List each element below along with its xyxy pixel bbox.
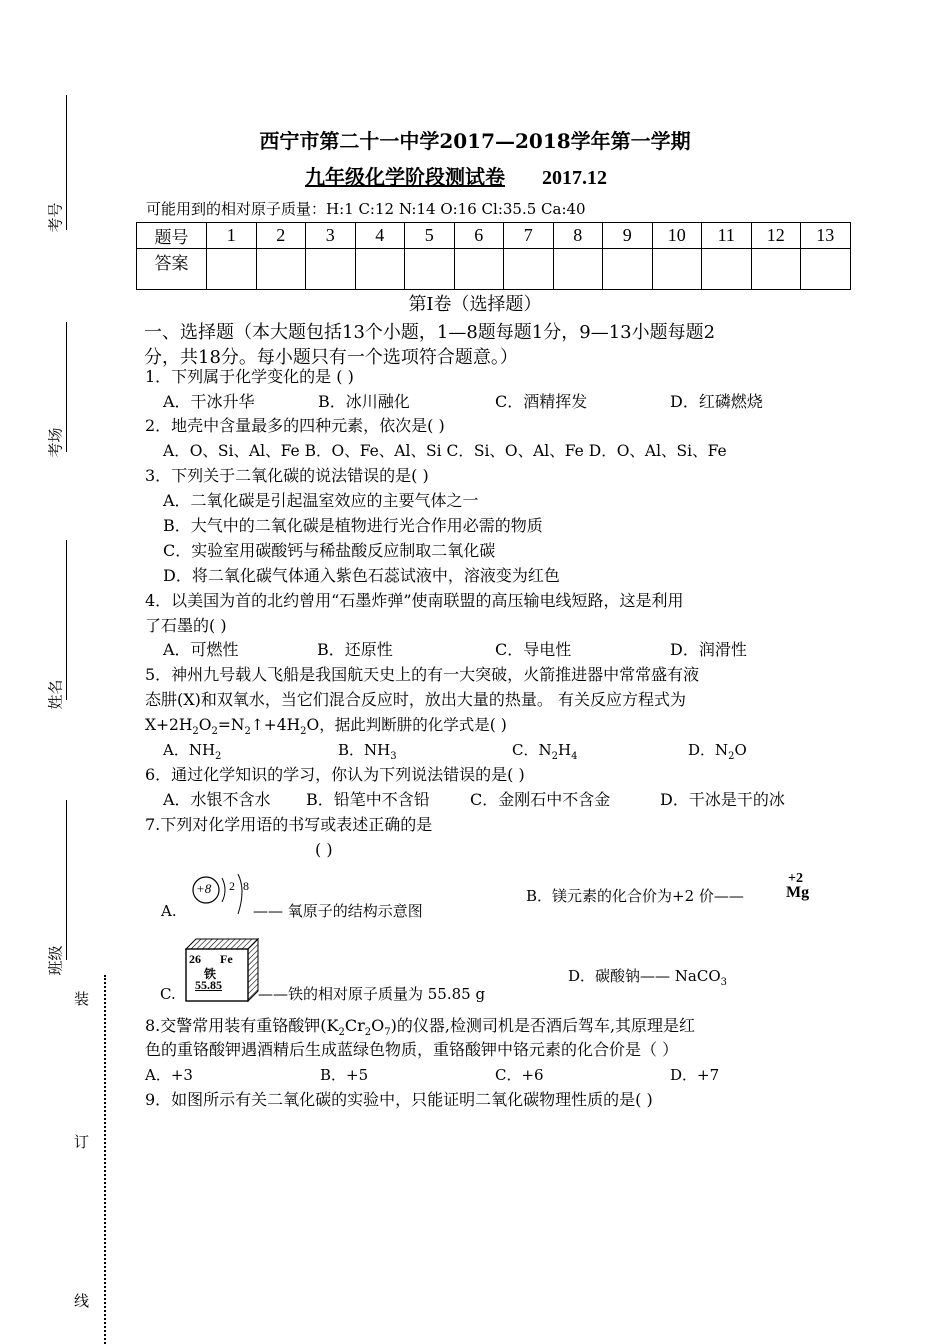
q5-eq-part: X+2H: [145, 716, 193, 734]
q5-c-text: H: [557, 741, 572, 759]
bind-char-xian: 线: [74, 1292, 90, 1310]
iron-atomic-number: 26: [189, 952, 201, 966]
question-number: 13: [801, 223, 851, 249]
q8-text: Cr: [344, 1016, 365, 1035]
answer-cell[interactable]: [405, 249, 455, 290]
room-label: 考场: [46, 427, 65, 458]
q3-option-b: B．大气中的二氧化碳是植物进行光合作用必需的物质: [163, 516, 543, 535]
q8-text: 8.交警常用装有重铬酸钾(K: [145, 1016, 339, 1035]
question-number: 12: [751, 223, 801, 249]
answer-cell[interactable]: [603, 249, 653, 290]
question-number: 7: [504, 223, 554, 249]
q5-a-sub: 2: [215, 751, 222, 762]
q6-option-b: B．铅笔中不含铅: [306, 790, 430, 809]
q5-option-d: [688, 740, 747, 767]
answer-table-answer-row: [137, 249, 851, 290]
q4-option-b: B．还原性: [317, 640, 393, 659]
q4-option-d: D．润滑性: [670, 640, 747, 659]
q5-stem-line2: 态肼(X)和双氧水，当它们混合反应时，放出大量的热量。 有关反应方程式为: [145, 690, 686, 709]
q8-sub: 7: [384, 1027, 391, 1039]
q5-d-text: O: [734, 741, 747, 759]
name-label: 姓名: [46, 679, 65, 710]
iron-symbol: Fe: [220, 952, 233, 966]
q8-sub: 2: [338, 1027, 345, 1039]
q6-option-c: C．金刚石中不含金: [470, 790, 611, 809]
q7-stem: 7.下列对化学用语的书写或表述正确的是: [145, 815, 433, 834]
q5-a-text: A．NH: [163, 741, 216, 759]
answer-cell[interactable]: [553, 249, 603, 290]
class-line: [66, 800, 67, 960]
q5-option-a: [163, 740, 221, 767]
q5-d-text: D．N: [688, 741, 729, 759]
q5-eq-sub: 2: [300, 726, 307, 738]
room-line: [66, 322, 67, 452]
q7-option-a-text: —— 氧原子的结构示意图: [253, 902, 423, 920]
exam-title-line1: 西宁市第二十一中学2017—2018学年第一学期: [259, 129, 691, 153]
answer-cell[interactable]: [306, 249, 356, 290]
volume-heading: 第Ⅰ卷（选择题）: [408, 294, 542, 315]
q3-option-c: C．实验室用碳酸钙与稀盐酸反应制取二氧化碳: [163, 541, 496, 560]
answer-cell[interactable]: [801, 249, 851, 290]
answer-cell[interactable]: [454, 249, 504, 290]
exam-no-label: 考号: [46, 202, 65, 233]
q8-text: )的仪器,检测司机是否酒后驾车,其原理是红: [390, 1016, 696, 1035]
q1-stem: 1．下列属于化学变化的是 ( ): [145, 367, 354, 386]
section-intro-line1: 一、选择题（本大题包括13个小题，1—8题每题1分，9—13小题每题2: [144, 322, 716, 343]
q9-stem: 9．如图所示有关二氧化碳的实验中，只能证明二氧化碳物理性质的是( ): [145, 1090, 653, 1109]
q5-option-b: [338, 740, 397, 767]
q5-c-text: C．N: [512, 741, 552, 759]
q7-option-b-text: B．镁元素的化合价为+2 价——: [526, 887, 744, 905]
oxygen-nucleus-charge: +8: [196, 881, 212, 896]
grade-label: 九年级: [305, 165, 365, 189]
q4-option-c: C．导电性: [495, 640, 572, 659]
question-number: 6: [454, 223, 504, 249]
class-label: 班级: [46, 945, 65, 976]
answer-cell[interactable]: [652, 249, 702, 290]
q3-option-a: A．二氧化碳是引起温室效应的主要气体之一: [163, 491, 479, 510]
question-number-label: 题号: [137, 223, 207, 249]
q5-eq-sub: 2: [244, 726, 251, 738]
q8-option-c: C．+6: [495, 1066, 544, 1084]
q5-c-sub: 2: [551, 751, 558, 762]
q2-stem: 2．地壳中含量最多的四种元素，依次是( ): [145, 416, 445, 435]
question-number: 8: [553, 223, 603, 249]
q8-option-b: B．+5: [320, 1066, 369, 1084]
iron-chinese-name: 铁: [204, 967, 217, 981]
question-number: 2: [256, 223, 306, 249]
oxygen-shell1-count: 2: [229, 879, 235, 893]
q8-option-d: D．+7: [670, 1066, 720, 1084]
paper-name: 化学阶段测试卷: [365, 165, 505, 189]
q5-b-text: B．NH: [338, 741, 391, 759]
bind-char-ding: 订: [74, 1133, 90, 1151]
mg-valence: +2: [788, 871, 803, 886]
q6-option-d: D．干冰是干的冰: [660, 790, 785, 809]
exam-no-line: [66, 95, 67, 230]
answer-cell[interactable]: [207, 249, 257, 290]
q1-option-c: C．酒精挥发: [495, 392, 588, 411]
q7-d-text: D．碳酸钠—— NaCO: [568, 967, 721, 985]
q1-option-d: D．红磷燃烧: [670, 392, 763, 411]
q5-equation: [145, 715, 507, 742]
q5-c-sub: 4: [571, 751, 578, 762]
atomic-masses: 可能用到的相对原子质量：H:1 C:12 N:14 O:16 Cl:35.5 Ca:40: [146, 200, 586, 218]
q3-option-d: D．将二氧化碳气体通入紫色石蕊试液中，溶液变为红色: [163, 566, 560, 585]
bind-char-zhuang: 装: [74, 990, 90, 1008]
q1-option-a: A．干冰升华: [163, 392, 255, 411]
section-intro-line2: 分，共18分。每小题只有一个选项符合题意。）: [144, 347, 518, 368]
q5-eq-part: O，据此判断肼的化学式是( ): [306, 716, 507, 734]
question-number: 3: [306, 223, 356, 249]
question-number: 1: [207, 223, 257, 249]
q4-stem-line1: 4．以美国为首的北约曾用“石墨炸弹”使南联盟的高压输电线短路，这是利用: [145, 591, 684, 610]
q7-d-sub: 3: [720, 977, 728, 988]
answer-cell[interactable]: [504, 249, 554, 290]
q4-stem-line2: 了石墨的( ): [145, 616, 227, 635]
q7-option-a-label: A.: [161, 902, 177, 920]
answer-cell[interactable]: [355, 249, 405, 290]
iron-atomic-mass: 55.85: [195, 978, 222, 992]
iron-periodic-cell-box: [180, 937, 262, 1003]
q8-stem-line2: 色的重铬酸钾遇酒精后生成蓝绿色物质，重铬酸钾中铬元素的化合价是（ ）: [145, 1040, 679, 1059]
answer-cell[interactable]: [702, 249, 752, 290]
question-number: 4: [355, 223, 405, 249]
question-number: 5: [405, 223, 455, 249]
q5-eq-sub: 2: [192, 726, 199, 738]
q8-sub: 2: [364, 1027, 372, 1039]
binding-dashed-line: [104, 975, 106, 1344]
answer-table-header-row: [137, 223, 851, 249]
oxygen-shell2-count: 8: [243, 879, 249, 893]
q4-option-a: A．可燃性: [163, 640, 239, 659]
question-number: 9: [603, 223, 653, 249]
q5-b-sub: 3: [390, 751, 397, 762]
q5-eq-part: =N: [217, 716, 245, 734]
q5-eq-part: O: [198, 716, 212, 734]
q2-options: A．O、Si、Al、Fe B．O、Fe、Al、Si C．Si、O、Al、Fe D．O、Al、Si、Fe: [163, 442, 727, 460]
q3-stem: 3．下列关于二氧化碳的说法错误的是( ): [145, 466, 429, 485]
answer-cell[interactable]: [751, 249, 801, 290]
q5-option-c: [512, 740, 577, 767]
answer-table: [136, 222, 851, 290]
q5-d-sub: 2: [728, 751, 735, 762]
q8-option-a: A．+3: [145, 1066, 193, 1084]
exam-date: 2017.12: [541, 167, 607, 189]
q7-option-d: [568, 966, 727, 993]
question-number: 11: [702, 223, 752, 249]
mg-symbol: Mg: [786, 884, 810, 901]
q7-option-c-text: ——铁的相对原子质量为 55.85 g: [258, 985, 486, 1003]
answer-label: 答案: [137, 249, 207, 290]
q6-option-a: A．水银不含水: [163, 790, 271, 809]
q8-text: O: [371, 1016, 385, 1035]
q1-option-b: B．冰川融化: [318, 392, 410, 411]
exam-title-line2: [305, 161, 607, 190]
q6-stem: 6．通过化学知识的学习，你认为下列说法错误的是( ): [145, 765, 525, 784]
answer-cell[interactable]: [256, 249, 306, 290]
q7-paren: ( ): [315, 840, 333, 859]
q5-eq-part: ↑+4H: [250, 716, 301, 734]
question-number: 10: [652, 223, 702, 249]
q5-eq-sub: 2: [211, 726, 218, 738]
name-line: [66, 540, 67, 700]
q5-stem-line1: 5．神州九号载人飞船是我国航天史上的有一大突破，火箭推进器中常常盛有液: [145, 665, 700, 684]
q7-option-c-label: C.: [160, 985, 176, 1003]
